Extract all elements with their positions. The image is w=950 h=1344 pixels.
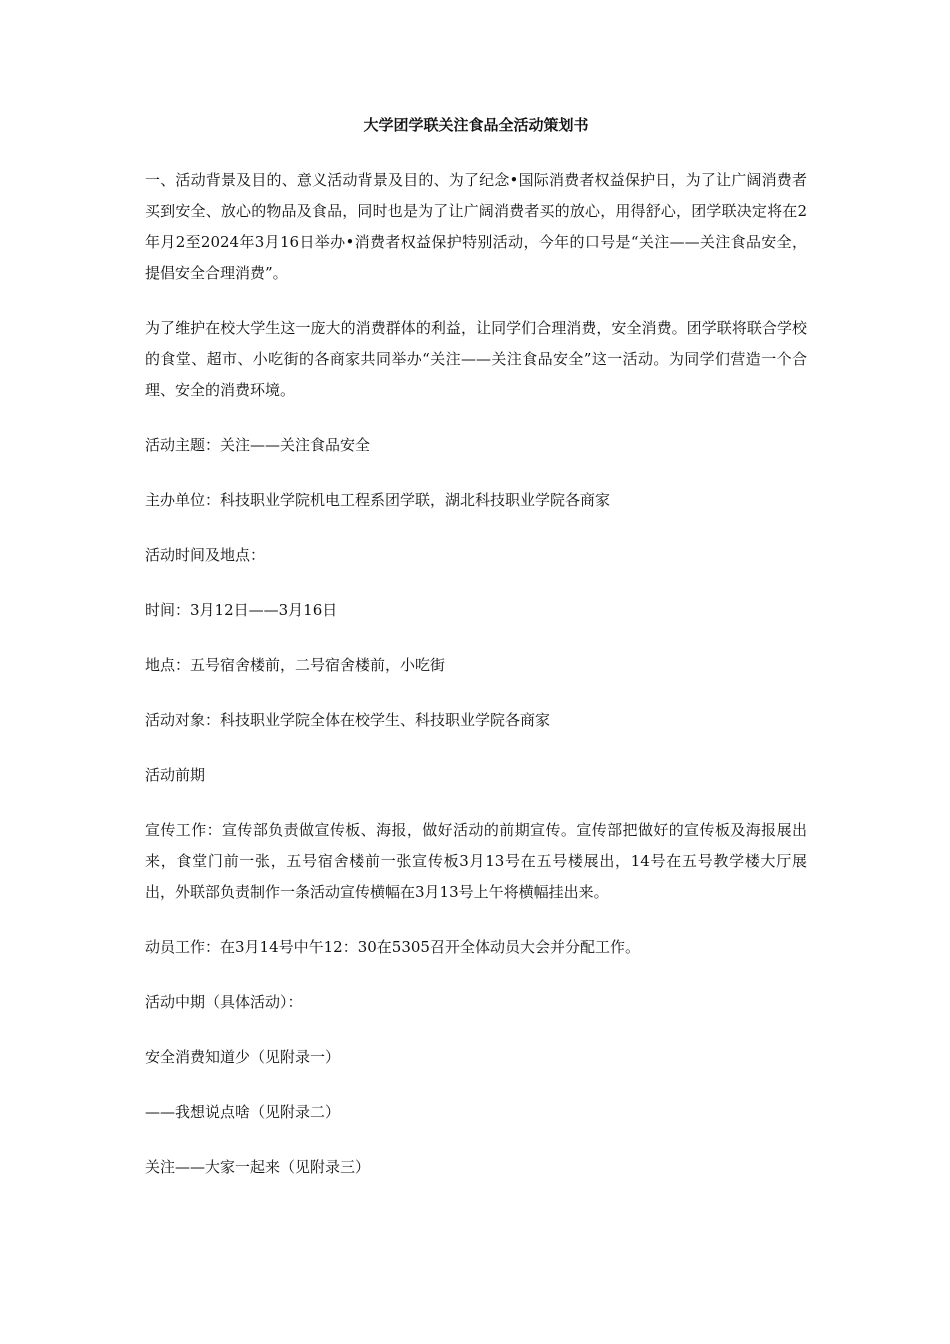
paragraph-time: 时间：3月12日——3月16日 — [145, 601, 338, 619]
paragraph-theme: 活动主题：关注——关注食品安全 — [145, 436, 371, 454]
list-item-appendix-1: 安全消费知道少（见附录一） — [145, 1048, 341, 1066]
list-item-appendix-3: 关注——大家一起来（见附录三） — [145, 1158, 371, 1176]
document-body — [145, 112, 807, 1207]
paragraph-audience: 活动对象：科技职业学院全体在校学生、科技职业学院各商家 — [145, 711, 551, 729]
paragraph-background: 一、活动背景及目的、意义活动背景及目的、为了纪念•国际消费者权益保护日，为了让广阔消费者买到安全、放心的物品及食品，同时也是为了让广阔消费者买的放心，用得舒心，团学联决定将在2年月2至2024年3月16日举办•消费者权益保护特别活动，今年的口号是“关注——关注食品安全，提倡安全合理消费”。 — [145, 171, 807, 282]
paragraph-mid-stage: 活动中期（具体活动）： — [145, 993, 303, 1011]
paragraph-publicity: 宣传工作：宣传部负责做宣传板、海报，做好活动的前期宣传。宣传部把做好的宣传板及海报展出来，食堂门前一张，五号宿舍楼前一张宣传板3月13号在五号楼展出，14号在五号教学楼大厅展出，外联部负责制作一条活动宣传横幅在3月13号上午将横幅挂出来。 — [145, 821, 807, 901]
paragraph-organizer: 主办单位：科技职业学院机电工程系团学联，湖北科技职业学院各商家 — [145, 491, 611, 509]
paragraph-mobilization: 动员工作：在3月14号中午12：30在5305召开全体动员大会并分配工作。 — [145, 938, 640, 956]
paragraph-place: 地点：五号宿舍楼前，二号宿舍楼前，小吃街 — [145, 656, 446, 674]
document-title: 大学团学联关注食品全活动策划书 — [363, 116, 589, 134]
paragraph-purpose: 为了维护在校大学生这一庞大的消费群体的利益，让同学们合理消费，安全消费。团学联将联合学校的食堂、超市、小吃街的各商家共同举办“关注——关注食品安全”这一活动。为同学们营造一个合理、安全的消费环境。 — [145, 319, 807, 399]
list-item-appendix-2: ——我想说点啥（见附录二） — [145, 1103, 341, 1121]
paragraph-time-place-heading: 活动时间及地点： — [145, 546, 266, 564]
paragraph-early-stage: 活动前期 — [145, 766, 206, 784]
